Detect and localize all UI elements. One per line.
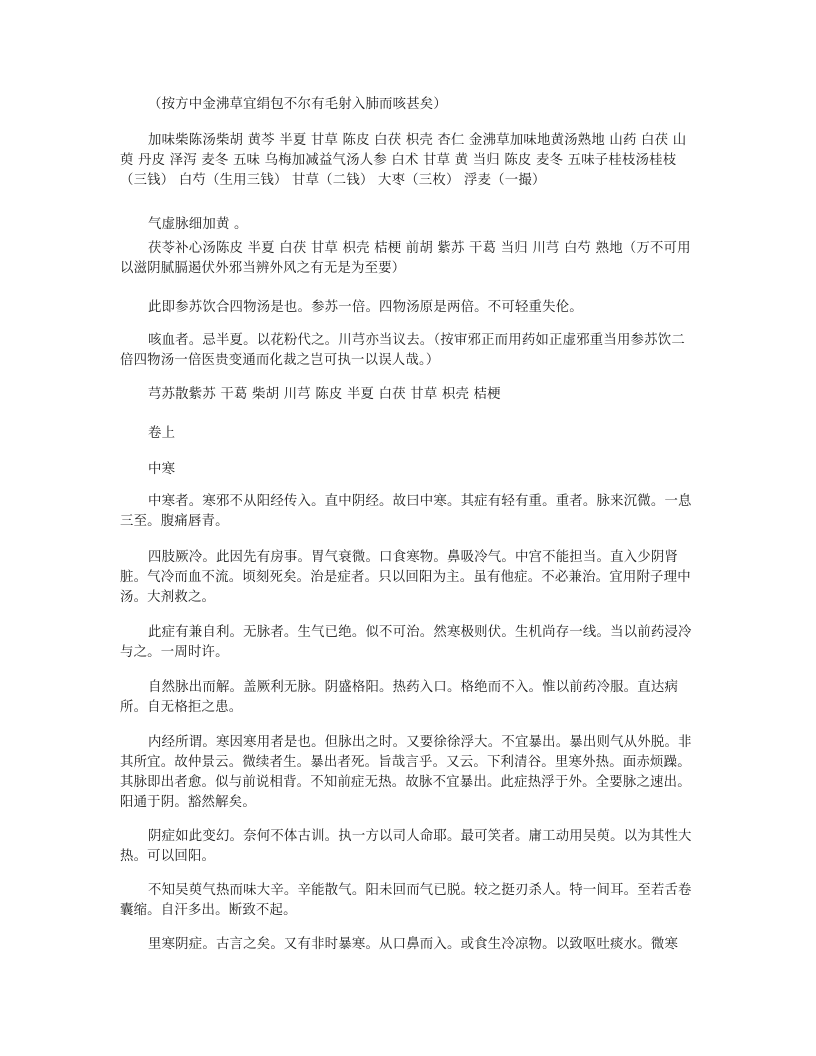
paragraph-lihan-yinzheng: 里寒阴症。古言之矣。又有非时暴寒。从口鼻而入。或食生冷凉物。以致呕吐痰水。微寒 xyxy=(148,937,679,952)
paragraph-qixu: 气虚脉细加黄 。 xyxy=(148,217,248,232)
paragraph-fuling-buxin: 茯苓补心汤陈皮 半夏 白茯 甘草 枳壳 桔梗 前胡 紫苏 干葛 当归 川芎 白芍 熟地（万不可用以滋阴腻膈遏伏外邪当辨外风之有无是为至要） xyxy=(120,241,691,276)
paragraph-neijing: 内经所谓。寒因寒用者是也。但脉出之时。又要徐徐浮大。不宜暴出。暴出则气从外脱。非其所宜。故仲景云。微续者生。暴出者死。旨哉言乎。又云。下利清谷。里寒外热。面赤烦躁。其脉即出者愈。似与前说相背。不知前症无热。故脉不宜暴出。此症热浮于外。全要脉之速出。阳通于阴。豁然解矣。 xyxy=(120,735,692,810)
paragraph-zili-wumai: 此症有兼自利。无脉者。生气已绝。似不可治。然寒极则伏。生机尚存一线。当以前药浸冷与之。一周时许。 xyxy=(120,625,692,660)
paragraph-sizhi-jueleng: 四肢厥冷。此因先有房事。胃气衰微。口食寒物。鼻吸冷气。中宫不能担当。直入少阴肾脏。气冷而血不流。顷刻死矣。治是症者。只以回阳为主。虽有他症。不必兼治。宜用附子理中汤。大剂救之。 xyxy=(120,550,691,605)
volume-heading: 卷上 xyxy=(148,426,176,441)
section-heading-zhonghan: 中寒 xyxy=(148,462,176,477)
paragraph-xiongsu-san: 芎苏散紫苏 干葛 柴胡 川芎 陈皮 半夏 白茯 甘草 枳壳 桔梗 xyxy=(148,387,501,402)
paragraph-shensu: 此即参苏饮合四物汤是也。参苏一倍。四物汤原是两倍。不可轻重失伦。 xyxy=(148,300,583,315)
paragraph-formula-list: 加味柴陈汤柴胡 黄芩 半夏 甘草 陈皮 白茯 枳壳 杏仁 金沸草加味地黄汤熟地 山药 白茯 山萸 丹皮 泽泻 麦冬 五味 乌梅加减益气汤人参 白术 甘草 黄 当归 陈皮 麦冬 五味子桂枝汤桂枝（三钱） 白芍（生用三钱） 甘草（二钱） 大枣（三枚） 浮麦（一撮） xyxy=(120,133,687,188)
paragraph-kexue: 咳血者。忌半夏。以花粉代之。川芎亦当议去。（按审邪正而用药如正虚邪重当用参苏饮二倍四物汤一倍医贵变通而化裁之岂可执一以误人哉。） xyxy=(120,333,685,368)
paragraph-yinzheng-bianhuan: 阴症如此变幻。奈何不体古训。执一方以司人命耶。最可笑者。庸工动用吴萸。以为其性大热。可以回阳。 xyxy=(120,829,692,864)
paragraph-note-jinfeicao: （按方中金沸草宜绢包不尔有毛射入肺而咳甚矣） xyxy=(148,97,447,112)
paragraph-mai-chu: 自然脉出而解。盖厥利无脉。阴盛格阳。热药入口。格绝而不入。惟以前药冷服。直达病所。自无格拒之患。 xyxy=(120,680,679,715)
paragraph-wuyu: 不知吴萸气热而味大辛。辛能散气。阳未回而气已脱。较之挺刃杀人。特一间耳。至若舌卷囊缩。自汗多出。断致不起。 xyxy=(120,883,692,918)
paragraph-zhonghan-definition: 中寒者。寒邪不从阳经传入。直中阴经。故曰中寒。其症有轻有重。重者。脉来沉微。一息三至。腹痛唇青。 xyxy=(120,494,692,529)
